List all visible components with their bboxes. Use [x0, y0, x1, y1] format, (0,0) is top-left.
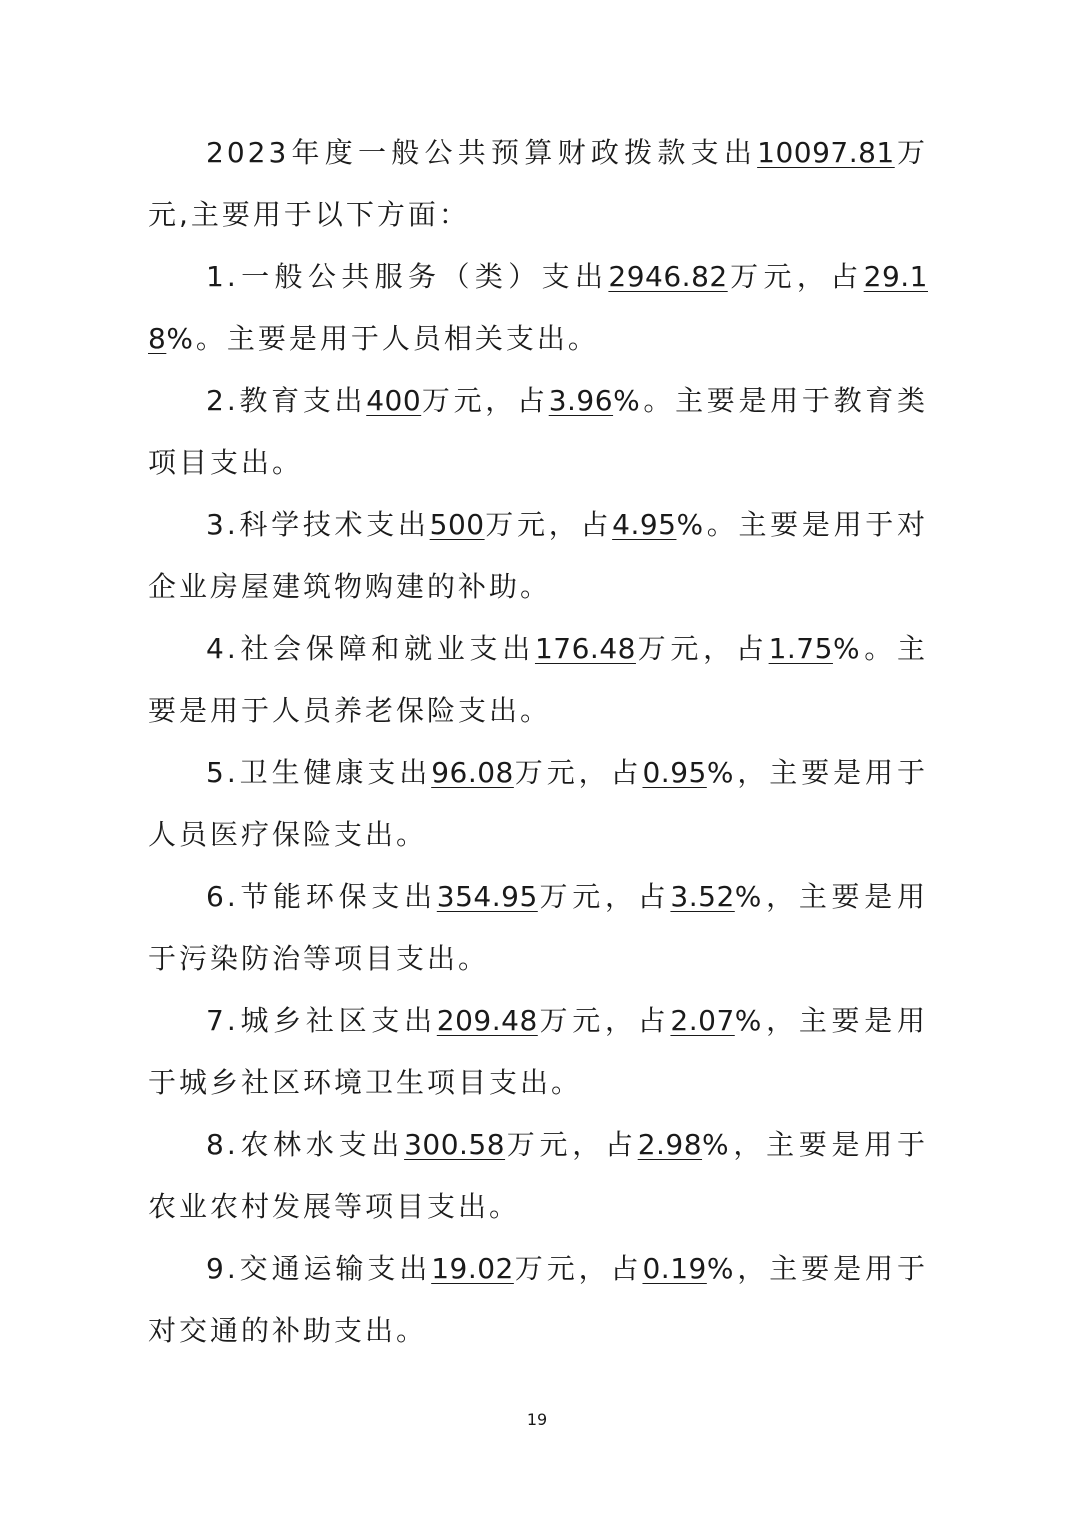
- item-9-text-b: 万元，占: [513, 1252, 643, 1285]
- item-8-amount: 300.58: [404, 1128, 506, 1161]
- item-5-percent: 0.95: [642, 756, 707, 789]
- intro-total-amount: 10097.81: [757, 136, 895, 169]
- item-4-amount: 176.48: [534, 632, 636, 665]
- document-body: [148, 122, 928, 1362]
- item-8-text-c: %，主要是用于农业农村发展等项目支出。: [148, 1128, 929, 1223]
- item-4-text-b: 万元，占: [635, 632, 769, 665]
- item-2-percent: 3.96: [548, 384, 614, 417]
- intro-paragraph: [148, 122, 928, 246]
- item-9-text-c: %，主要是用于对交通的补助支出。: [148, 1252, 928, 1347]
- intro-text-a: 2023年度一般公共预算财政拨款支出: [206, 136, 758, 169]
- item-4-text-c: %。主要是用于人员养老保险支出。: [148, 632, 928, 727]
- item-1-text-c: %。主要是用于人员相关支出。: [166, 322, 599, 355]
- item-paragraph-6: [148, 866, 928, 990]
- item-3-amount: 500: [429, 508, 485, 541]
- item-8-text-b: 万元，占: [505, 1128, 638, 1161]
- item-4-label: 4.社会保障和就业支出: [206, 632, 535, 665]
- item-5-label: 5.卫生健康支出: [206, 756, 432, 789]
- item-6-text-b: 万元，占: [537, 880, 671, 913]
- item-paragraph-4: [148, 618, 928, 742]
- item-paragraph-3: [148, 494, 928, 618]
- item-paragraph-2: [148, 370, 928, 494]
- intro-text-b: 万元,主要用于以下方面：: [148, 136, 928, 231]
- item-6-amount: 354.95: [436, 880, 538, 913]
- item-3-label: 3.科学技术支出: [206, 508, 430, 541]
- item-7-label: 7.城乡社区支出: [206, 1004, 437, 1037]
- item-4-percent: 1.75: [768, 632, 833, 665]
- item-paragraph-7: [148, 990, 928, 1114]
- item-9-amount: 19.02: [431, 1252, 514, 1285]
- item-1-amount: 2946.82: [608, 260, 728, 293]
- item-6-percent: 3.52: [670, 880, 735, 913]
- item-9-percent: 0.19: [642, 1252, 707, 1285]
- page-number: 19: [526, 1410, 548, 1429]
- item-5-text-c: %，主要是用于人员医疗保险支出。: [148, 756, 928, 851]
- item-1-text-b: 万元，占: [727, 260, 864, 293]
- item-7-amount: 209.48: [436, 1004, 538, 1037]
- item-7-percent: 2.07: [670, 1004, 735, 1037]
- item-7-text-c: %，主要是用于城乡社区环境卫生项目支出。: [148, 1004, 928, 1099]
- item-1-percent: 29.18: [148, 260, 928, 355]
- item-5-amount: 96.08: [431, 756, 514, 789]
- item-9-label: 9.交通运输支出: [206, 1252, 432, 1285]
- item-7-text-b: 万元，占: [537, 1004, 671, 1037]
- item-3-text-c: %。主要是用于对企业房屋建筑物购建的补助。: [148, 508, 928, 603]
- item-2-text-b: 万元，占: [421, 384, 549, 417]
- item-2-amount: 400: [366, 384, 422, 417]
- item-6-text-c: %，主要是用于污染防治等项目支出。: [148, 880, 928, 975]
- item-paragraph-1: [148, 246, 928, 370]
- item-paragraph-8: [148, 1114, 928, 1238]
- item-paragraph-5: [148, 742, 928, 866]
- item-8-label: 8.农林水支出: [206, 1128, 405, 1161]
- item-6-label: 6.节能环保支出: [206, 880, 437, 913]
- item-3-percent: 4.95: [612, 508, 677, 541]
- item-2-label: 2.教育支出: [206, 384, 367, 417]
- item-5-text-b: 万元，占: [513, 756, 643, 789]
- item-1-label: 1.一般公共服务（类）支出: [206, 260, 609, 293]
- item-3-text-b: 万元，占: [484, 508, 613, 541]
- item-8-percent: 2.98: [637, 1128, 703, 1161]
- item-2-text-c: %。主要是用于教育类项目支出。: [148, 384, 928, 479]
- item-paragraph-9: [148, 1238, 928, 1362]
